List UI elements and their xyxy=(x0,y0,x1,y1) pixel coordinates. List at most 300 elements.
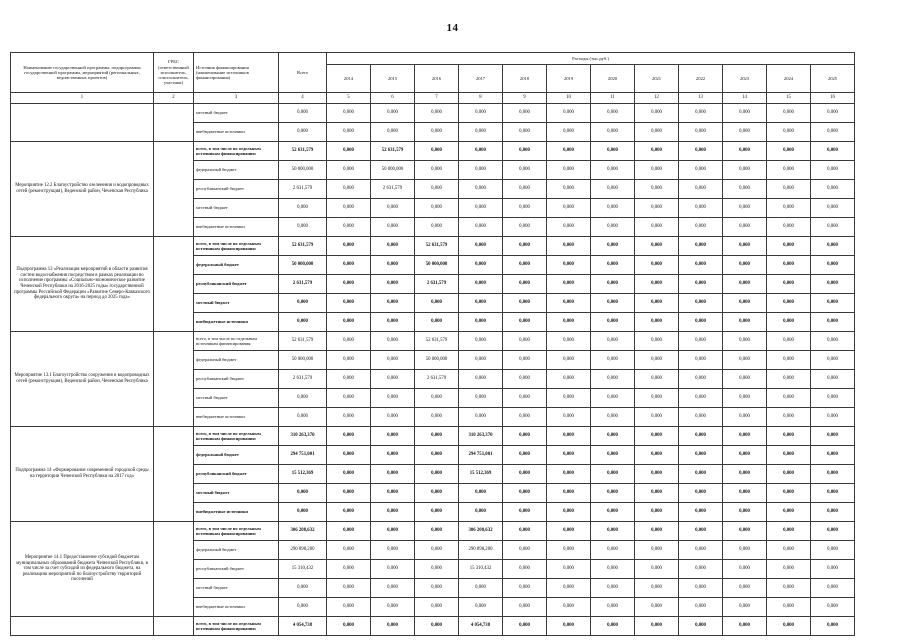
year-value-cell: 0,000 xyxy=(415,427,459,446)
year-value-cell: 0,000 xyxy=(547,180,591,199)
year-value-cell: 0,000 xyxy=(591,104,635,123)
year-value-cell: 0,000 xyxy=(811,237,855,256)
year-value-cell: 0,000 xyxy=(635,256,679,275)
year-value-cell: 0,000 xyxy=(767,427,811,446)
year-value-cell: 0,000 xyxy=(547,161,591,180)
year-value-cell: 0,000 xyxy=(767,617,811,636)
total-cell: 15 310,432 xyxy=(279,560,327,579)
program-name-cell: Подпрограмма 13 «Реализация мероприятий в области развития систем водоснабжения посредством в рамках реализации во исполнение программы «Социально-экономическое развитие Чеченской Республики на 2016-2025 годы» государственной программы Российской Федерации «Развитие Северо-Кавказского федерального округа» на период до 2025 года» xyxy=(11,237,154,332)
year-value-cell: 0,000 xyxy=(459,503,503,522)
year-value-cell: 0,000 xyxy=(811,465,855,484)
year-header: 2024 xyxy=(767,65,811,93)
year-value-cell: 0,000 xyxy=(679,446,723,465)
total-cell: 50 000,000 xyxy=(279,256,327,275)
year-value-cell: 0,000 xyxy=(723,465,767,484)
year-value-cell: 0,000 xyxy=(591,389,635,408)
year-value-cell: 0,000 xyxy=(591,218,635,237)
year-value-cell: 0,000 xyxy=(327,294,371,313)
year-value-cell: 0,000 xyxy=(371,408,415,427)
year-value-cell: 0,000 xyxy=(811,142,855,161)
year-value-cell: 0,000 xyxy=(547,199,591,218)
year-value-cell: 0,000 xyxy=(723,351,767,370)
year-value-cell: 0,000 xyxy=(679,541,723,560)
year-value-cell: 0,000 xyxy=(415,579,459,598)
year-value-cell: 0,000 xyxy=(547,256,591,275)
year-value-cell: 0,000 xyxy=(327,161,371,180)
year-header: 2014 xyxy=(327,65,371,93)
year-value-cell: 0,000 xyxy=(327,218,371,237)
year-value-cell: 0,000 xyxy=(679,294,723,313)
column-index: 8 xyxy=(459,93,503,104)
funding-source-cell: федеральный бюджет xyxy=(194,351,279,370)
total-cell: 52 631,579 xyxy=(279,237,327,256)
year-value-cell: 0,000 xyxy=(811,199,855,218)
year-value-cell: 0,000 xyxy=(459,237,503,256)
year-value-cell: 0,000 xyxy=(591,484,635,503)
year-header: 2015 xyxy=(371,65,415,93)
year-value-cell: 0,000 xyxy=(811,161,855,180)
year-value-cell: 0,000 xyxy=(591,199,635,218)
year-value-cell: 0,000 xyxy=(767,332,811,351)
year-value-cell: 0,000 xyxy=(811,294,855,313)
year-value-cell: 0,000 xyxy=(723,579,767,598)
year-value-cell: 0,000 xyxy=(415,598,459,617)
year-value-cell: 0,000 xyxy=(415,541,459,560)
year-value-cell: 0,000 xyxy=(591,579,635,598)
year-value-cell: 0,000 xyxy=(679,389,723,408)
year-value-cell: 0,000 xyxy=(767,503,811,522)
year-value-cell: 0,000 xyxy=(811,180,855,199)
year-value-cell: 0,000 xyxy=(635,617,679,636)
funding-source-cell: местный бюджет xyxy=(194,389,279,408)
year-value-cell: 0,000 xyxy=(679,465,723,484)
program-name-cell xyxy=(11,617,154,636)
column-index: 14 xyxy=(723,93,767,104)
year-value-cell: 0,000 xyxy=(503,237,547,256)
year-value-cell: 0,000 xyxy=(327,370,371,389)
year-value-cell: 0,000 xyxy=(459,351,503,370)
year-value-cell: 50 000,000 xyxy=(415,351,459,370)
year-value-cell: 0,000 xyxy=(767,370,811,389)
year-value-cell: 0,000 xyxy=(503,427,547,446)
total-cell: 0,000 xyxy=(279,313,327,332)
total-cell: 0,000 xyxy=(279,199,327,218)
header-total: Всего xyxy=(279,53,327,93)
year-value-cell: 0,000 xyxy=(327,237,371,256)
year-value-cell: 2 631,579 xyxy=(371,180,415,199)
year-value-cell: 0,000 xyxy=(415,503,459,522)
year-value-cell: 0,000 xyxy=(415,484,459,503)
year-value-cell: 50 000,000 xyxy=(415,256,459,275)
year-value-cell: 0,000 xyxy=(327,123,371,142)
year-value-cell: 0,000 xyxy=(503,123,547,142)
year-value-cell: 0,000 xyxy=(327,503,371,522)
year-value-cell: 0,000 xyxy=(811,484,855,503)
year-value-cell: 0,000 xyxy=(503,408,547,427)
year-value-cell: 0,000 xyxy=(635,161,679,180)
year-value-cell: 0,000 xyxy=(679,237,723,256)
grbs-cell xyxy=(154,522,194,617)
year-value-cell: 0,000 xyxy=(723,427,767,446)
year-value-cell: 52 631,579 xyxy=(415,237,459,256)
year-value-cell: 0,000 xyxy=(371,465,415,484)
year-value-cell: 0,000 xyxy=(811,446,855,465)
year-value-cell: 0,000 xyxy=(503,541,547,560)
year-value-cell: 0,000 xyxy=(679,427,723,446)
year-value-cell: 0,000 xyxy=(679,256,723,275)
year-value-cell: 0,000 xyxy=(415,408,459,427)
year-value-cell: 0,000 xyxy=(767,180,811,199)
year-value-cell: 0,000 xyxy=(767,465,811,484)
year-value-cell: 0,000 xyxy=(503,598,547,617)
year-value-cell: 0,000 xyxy=(591,123,635,142)
year-value-cell: 0,000 xyxy=(811,123,855,142)
year-value-cell: 0,000 xyxy=(679,579,723,598)
year-value-cell: 0,000 xyxy=(503,351,547,370)
year-value-cell: 0,000 xyxy=(371,503,415,522)
year-value-cell: 0,000 xyxy=(503,104,547,123)
column-index: 7 xyxy=(415,93,459,104)
year-value-cell: 0,000 xyxy=(635,351,679,370)
total-cell: 0,000 xyxy=(279,389,327,408)
year-value-cell: 0,000 xyxy=(723,503,767,522)
year-value-cell: 0,000 xyxy=(811,389,855,408)
year-value-cell: 0,000 xyxy=(811,332,855,351)
table-body xyxy=(11,104,855,636)
total-cell: 0,000 xyxy=(279,408,327,427)
column-index-row xyxy=(11,93,855,104)
year-value-cell: 0,000 xyxy=(547,218,591,237)
year-value-cell: 0,000 xyxy=(635,313,679,332)
year-value-cell: 0,000 xyxy=(503,446,547,465)
column-index: 12 xyxy=(635,93,679,104)
year-value-cell: 0,000 xyxy=(415,522,459,541)
year-value-cell: 0,000 xyxy=(723,313,767,332)
year-value-cell: 0,000 xyxy=(371,351,415,370)
year-value-cell: 0,000 xyxy=(767,237,811,256)
funding-source-cell: республиканский бюджет xyxy=(194,465,279,484)
total-cell: 290 898,200 xyxy=(279,541,327,560)
table-row xyxy=(11,617,855,636)
year-value-cell: 0,000 xyxy=(723,446,767,465)
year-value-cell: 0,000 xyxy=(371,560,415,579)
total-cell: 50 000,000 xyxy=(279,351,327,370)
year-value-cell: 0,000 xyxy=(591,351,635,370)
year-value-cell: 0,000 xyxy=(723,389,767,408)
year-value-cell: 0,000 xyxy=(459,598,503,617)
table-row xyxy=(11,427,855,446)
column-index: 13 xyxy=(679,93,723,104)
year-value-cell: 0,000 xyxy=(327,465,371,484)
year-value-cell: 0,000 xyxy=(767,161,811,180)
year-value-cell: 0,000 xyxy=(679,332,723,351)
year-value-cell: 0,000 xyxy=(635,332,679,351)
year-value-cell: 0,000 xyxy=(503,560,547,579)
year-value-cell: 0,000 xyxy=(459,180,503,199)
year-header: 2018 xyxy=(503,65,547,93)
funding-source-cell: внебюджетные источники xyxy=(194,218,279,237)
year-value-cell: 0,000 xyxy=(679,104,723,123)
funding-source-cell: всего, в том числе по отдельным источникам финансирования: xyxy=(194,522,279,541)
year-value-cell: 0,000 xyxy=(591,237,635,256)
year-value-cell: 0,000 xyxy=(371,617,415,636)
year-value-cell: 0,000 xyxy=(767,522,811,541)
year-value-cell: 0,000 xyxy=(503,294,547,313)
year-value-cell: 0,000 xyxy=(679,522,723,541)
year-value-cell: 0,000 xyxy=(679,313,723,332)
year-value-cell: 0,000 xyxy=(723,275,767,294)
year-value-cell: 0,000 xyxy=(591,522,635,541)
year-value-cell: 0,000 xyxy=(503,142,547,161)
column-index: 5 xyxy=(327,93,371,104)
year-value-cell: 0,000 xyxy=(767,218,811,237)
total-cell: 310 263,370 xyxy=(279,427,327,446)
funding-source-cell: республиканский бюджет xyxy=(194,370,279,389)
year-value-cell: 0,000 xyxy=(811,256,855,275)
year-value-cell: 0,000 xyxy=(415,465,459,484)
year-value-cell: 0,000 xyxy=(371,294,415,313)
year-header: 2021 xyxy=(635,65,679,93)
year-value-cell: 0,000 xyxy=(767,579,811,598)
year-value-cell: 0,000 xyxy=(767,256,811,275)
year-value-cell: 0,000 xyxy=(679,275,723,294)
year-value-cell: 0,000 xyxy=(371,484,415,503)
funding-source-cell: местный бюджет xyxy=(194,294,279,313)
year-value-cell: 0,000 xyxy=(371,199,415,218)
year-value-cell: 0,000 xyxy=(327,598,371,617)
year-value-cell: 0,000 xyxy=(459,313,503,332)
funding-source-cell: республиканский бюджет xyxy=(194,560,279,579)
year-value-cell: 0,000 xyxy=(635,370,679,389)
year-value-cell: 0,000 xyxy=(811,313,855,332)
year-header: 2019 xyxy=(547,65,591,93)
year-value-cell: 0,000 xyxy=(635,237,679,256)
total-cell: 0,000 xyxy=(279,598,327,617)
year-value-cell: 306 208,632 xyxy=(459,522,503,541)
total-cell: 2 631,579 xyxy=(279,370,327,389)
year-value-cell: 0,000 xyxy=(811,427,855,446)
column-index: 11 xyxy=(591,93,635,104)
year-value-cell: 0,000 xyxy=(767,389,811,408)
year-value-cell: 0,000 xyxy=(679,598,723,617)
year-value-cell: 0,000 xyxy=(415,446,459,465)
year-value-cell: 0,000 xyxy=(547,104,591,123)
year-value-cell: 0,000 xyxy=(723,237,767,256)
year-value-cell: 0,000 xyxy=(591,617,635,636)
year-value-cell: 0,000 xyxy=(679,484,723,503)
year-value-cell: 0,000 xyxy=(767,313,811,332)
year-value-cell: 0,000 xyxy=(503,218,547,237)
year-value-cell: 0,000 xyxy=(327,351,371,370)
year-value-cell: 0,000 xyxy=(811,408,855,427)
funding-source-cell: республиканский бюджет xyxy=(194,180,279,199)
year-value-cell: 0,000 xyxy=(371,522,415,541)
total-cell: 15 512,369 xyxy=(279,465,327,484)
year-value-cell: 0,000 xyxy=(811,541,855,560)
year-value-cell: 0,000 xyxy=(547,560,591,579)
funding-source-cell: федеральный бюджет xyxy=(194,446,279,465)
year-value-cell: 0,000 xyxy=(459,199,503,218)
year-value-cell: 0,000 xyxy=(415,218,459,237)
year-value-cell: 0,000 xyxy=(459,161,503,180)
year-value-cell: 0,000 xyxy=(459,256,503,275)
year-value-cell: 0,000 xyxy=(547,446,591,465)
year-value-cell: 0,000 xyxy=(723,218,767,237)
year-header: 2022 xyxy=(679,65,723,93)
year-value-cell: 0,000 xyxy=(679,218,723,237)
grbs-cell xyxy=(154,617,194,636)
year-value-cell: 0,000 xyxy=(459,370,503,389)
year-value-cell: 0,000 xyxy=(635,142,679,161)
total-cell: 50 000,000 xyxy=(279,161,327,180)
year-value-cell: 0,000 xyxy=(811,370,855,389)
year-value-cell: 0,000 xyxy=(547,427,591,446)
year-value-cell: 0,000 xyxy=(679,161,723,180)
year-value-cell: 0,000 xyxy=(371,427,415,446)
year-value-cell: 0,000 xyxy=(327,560,371,579)
year-value-cell: 0,000 xyxy=(679,370,723,389)
year-value-cell: 0,000 xyxy=(547,123,591,142)
year-value-cell: 0,000 xyxy=(635,218,679,237)
year-value-cell: 0,000 xyxy=(635,104,679,123)
year-value-cell: 15 512,369 xyxy=(459,465,503,484)
year-value-cell: 0,000 xyxy=(547,332,591,351)
year-value-cell: 0,000 xyxy=(371,370,415,389)
total-cell: 0,000 xyxy=(279,218,327,237)
year-value-cell: 0,000 xyxy=(811,522,855,541)
year-value-cell: 0,000 xyxy=(635,579,679,598)
year-value-cell: 0,000 xyxy=(591,313,635,332)
year-value-cell: 0,000 xyxy=(327,446,371,465)
year-value-cell: 0,000 xyxy=(371,332,415,351)
year-value-cell: 0,000 xyxy=(415,142,459,161)
year-value-cell: 0,000 xyxy=(811,560,855,579)
funding-source-cell: местный бюджет xyxy=(194,579,279,598)
total-cell: 52 631,579 xyxy=(279,142,327,161)
program-name-cell: Мероприятие 14.1 Предоставление субсидий бюджетам муниципальных образований бюджета Чеченской Республики, в том числе за счет субсидий из федерального бюджета, на реализацию мероприятий по благоустройству территорий поселений xyxy=(11,522,154,617)
grbs-cell xyxy=(154,332,194,427)
year-value-cell: 0,000 xyxy=(327,617,371,636)
program-name-cell: Подпрограмма 14 «Формирование современной городской среды на территории Чеченской Республики на 2017 год» xyxy=(11,427,154,522)
column-index: 15 xyxy=(767,93,811,104)
header-expenses-caption: Расходы (тыс.руб.) xyxy=(327,53,855,65)
year-value-cell: 0,000 xyxy=(547,484,591,503)
column-index: 6 xyxy=(371,93,415,104)
total-cell: 0,000 xyxy=(279,503,327,522)
year-value-cell: 0,000 xyxy=(547,389,591,408)
year-value-cell: 0,000 xyxy=(459,332,503,351)
year-value-cell: 0,000 xyxy=(415,161,459,180)
year-value-cell: 0,000 xyxy=(547,598,591,617)
year-value-cell: 0,000 xyxy=(635,522,679,541)
funding-source-cell: республиканский бюджет xyxy=(194,275,279,294)
year-value-cell: 0,000 xyxy=(591,560,635,579)
year-value-cell: 0,000 xyxy=(591,275,635,294)
year-value-cell: 0,000 xyxy=(591,161,635,180)
year-value-cell: 2 631,579 xyxy=(415,275,459,294)
year-value-cell: 0,000 xyxy=(547,142,591,161)
year-value-cell: 0,000 xyxy=(723,484,767,503)
year-value-cell: 0,000 xyxy=(679,408,723,427)
table-row xyxy=(11,522,855,541)
year-value-cell: 0,000 xyxy=(327,104,371,123)
funding-source-cell: всего, в том числе по отдельным источникам финансирования: xyxy=(194,427,279,446)
year-value-cell: 0,000 xyxy=(547,237,591,256)
year-value-cell: 0,000 xyxy=(723,294,767,313)
year-header: 2017 xyxy=(459,65,503,93)
funding-source-cell: федеральный бюджет xyxy=(194,256,279,275)
year-value-cell: 0,000 xyxy=(327,484,371,503)
column-index: 4 xyxy=(279,93,327,104)
year-value-cell: 0,000 xyxy=(415,560,459,579)
year-value-cell: 0,000 xyxy=(371,123,415,142)
year-value-cell: 0,000 xyxy=(503,503,547,522)
year-value-cell: 0,000 xyxy=(723,408,767,427)
year-value-cell: 0,000 xyxy=(767,446,811,465)
year-value-cell: 0,000 xyxy=(723,104,767,123)
year-value-cell: 0,000 xyxy=(635,598,679,617)
header-grbs: ГРБС (ответственный исполнитель, соисполнитель, участник) xyxy=(154,53,194,93)
year-value-cell: 0,000 xyxy=(591,427,635,446)
funding-source-cell: внебюджетные источники xyxy=(194,408,279,427)
total-cell: 0,000 xyxy=(279,123,327,142)
year-value-cell: 0,000 xyxy=(547,275,591,294)
funding-source-cell: внебюджетные источники xyxy=(194,313,279,332)
year-value-cell: 0,000 xyxy=(591,370,635,389)
year-value-cell: 0,000 xyxy=(723,256,767,275)
year-value-cell: 0,000 xyxy=(591,503,635,522)
year-value-cell: 0,000 xyxy=(371,598,415,617)
year-value-cell: 0,000 xyxy=(547,503,591,522)
year-value-cell: 0,000 xyxy=(591,256,635,275)
year-value-cell: 0,000 xyxy=(723,180,767,199)
year-value-cell: 0,000 xyxy=(327,313,371,332)
year-value-cell: 0,000 xyxy=(327,142,371,161)
year-value-cell: 0,000 xyxy=(327,256,371,275)
funding-source-cell: внебюджетные источники xyxy=(194,503,279,522)
year-value-cell: 0,000 xyxy=(591,408,635,427)
year-value-cell: 0,000 xyxy=(767,275,811,294)
year-value-cell: 0,000 xyxy=(767,560,811,579)
year-value-cell: 0,000 xyxy=(415,313,459,332)
total-cell: 0,000 xyxy=(279,294,327,313)
year-value-cell: 0,000 xyxy=(547,522,591,541)
year-value-cell: 0,000 xyxy=(811,351,855,370)
year-value-cell: 0,000 xyxy=(767,294,811,313)
year-value-cell: 0,000 xyxy=(679,180,723,199)
year-value-cell: 0,000 xyxy=(591,446,635,465)
year-value-cell: 0,000 xyxy=(547,579,591,598)
year-value-cell: 0,000 xyxy=(503,180,547,199)
year-value-cell: 0,000 xyxy=(635,427,679,446)
year-value-cell: 0,000 xyxy=(327,332,371,351)
funding-source-cell: всего, в том числе по отдельным источникам финансирования: xyxy=(194,332,279,351)
year-value-cell: 0,000 xyxy=(635,408,679,427)
year-value-cell: 2 631,579 xyxy=(415,370,459,389)
year-value-cell: 0,000 xyxy=(371,579,415,598)
year-value-cell: 0,000 xyxy=(503,161,547,180)
year-value-cell: 0,000 xyxy=(723,199,767,218)
year-value-cell: 0,000 xyxy=(503,370,547,389)
year-value-cell: 0,000 xyxy=(415,617,459,636)
year-value-cell: 0,000 xyxy=(679,617,723,636)
year-value-cell: 50 000,000 xyxy=(371,161,415,180)
column-index: 2 xyxy=(154,93,194,104)
year-value-cell: 0,000 xyxy=(459,142,503,161)
total-cell: 306 208,632 xyxy=(279,522,327,541)
total-cell: 0,000 xyxy=(279,579,327,598)
year-value-cell: 0,000 xyxy=(591,541,635,560)
